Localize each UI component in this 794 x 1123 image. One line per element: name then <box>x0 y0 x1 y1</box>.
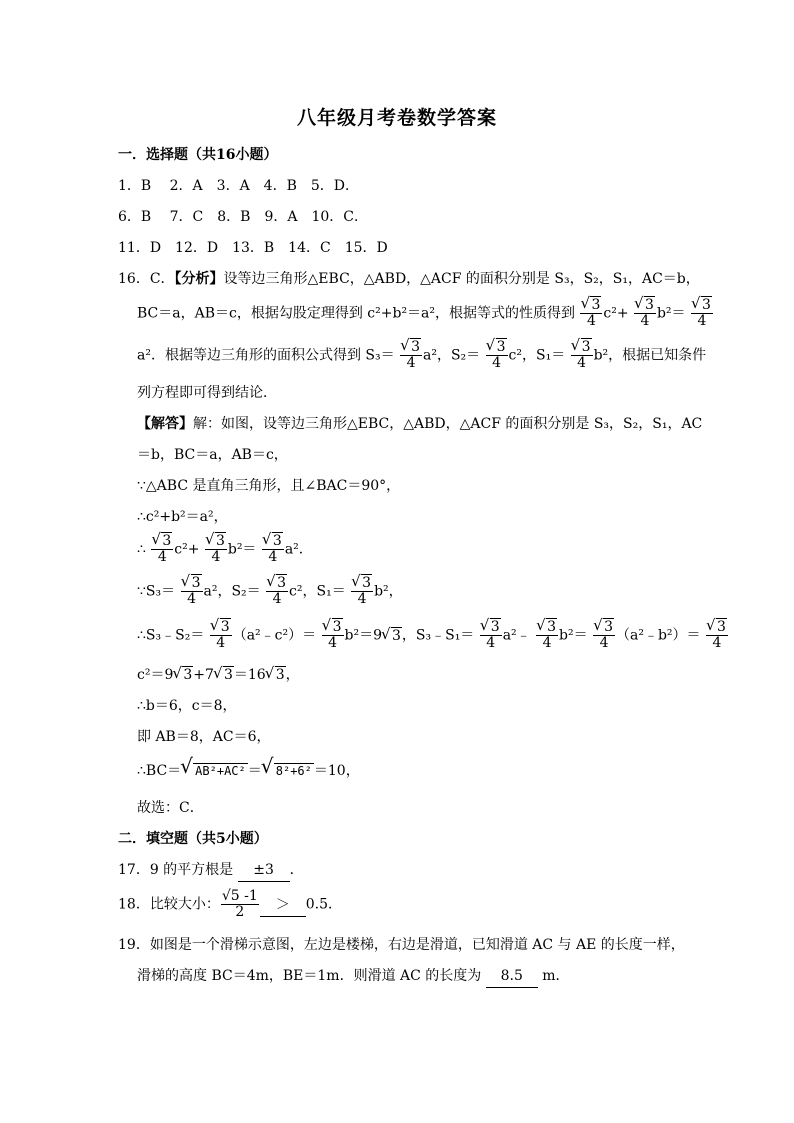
q16-line-4: 列方程即可得到结论． <box>137 385 277 401</box>
q16-solution-line-3: ∵△ABC 是直角三角形，且∠BAC＝90°， <box>137 478 401 494</box>
fraction: √ $\frac{3}{4}$ <box>580 298 602 329</box>
q16-conclusion: 故选：C． <box>137 800 204 816</box>
answer-row-3: 11．D 12．D 13．B 14．C 15．D <box>118 240 388 256</box>
fraction: √ $\frac{3}{4}$ <box>536 620 558 651</box>
fraction: √ $\frac{3}{4}$ <box>634 298 656 329</box>
q16-solution-line-5: ∴ √ $\frac{3}{4}$ c²+ √ $\frac{3}{4}$ b²＝ √ $\frac{3}{4}$ a²． <box>137 534 313 565</box>
answer-blank: ±3 <box>238 859 290 882</box>
fraction: √ $\frac{3}{4}$ <box>181 576 203 607</box>
fraction: √ $\frac{3}{4}$ <box>205 534 227 565</box>
q16-solution-line-8: c²＝9√ 3+7√ 3＝16√ 3， <box>137 664 300 686</box>
q16-text: 设等边三角形△EBC，△ABD，△ACF 的面积分别是 S₃，S₂，S₁，AC＝b， <box>223 271 700 287</box>
q16-line-3: a²．根据等边三角形的面积公式得到 S₃＝ √ $\frac{3}{4}$ a²，S₂＝ √ $\frac{3}{4}$ c²，S₁＝ √ $\frac{3}{4}$ b²，根据已知条件 <box>137 340 706 371</box>
sqrt: √ AB²+AC² <box>181 760 248 782</box>
fraction: √ $\frac{3}{4}$ <box>593 620 615 651</box>
fraction: √ $\frac{3}{4}$ <box>400 340 422 371</box>
q16-choice: 16．C． <box>118 271 175 287</box>
answer-blank: 8.5 <box>486 965 538 988</box>
page-title: 八年级月考卷数学答案 <box>296 107 497 129</box>
answer-row-1: 1．B 2．A 3．A 4．B 5．D． <box>118 178 360 194</box>
solution-label: 【解答】 <box>137 416 193 432</box>
fraction: √ $\frac{3}{4}$ <box>322 620 344 651</box>
fraction: √ $\frac{3}{4}$ <box>480 620 502 651</box>
q16-line-2: BC＝a，AB＝c，根据勾股定理得到 c²+b²＝a²，根据等式的性质得到 √ $\frac{3}{4}$ c²+ √ $\frac{3}{4}$ b²＝ √ $\frac{3}{4}$ <box>137 298 714 329</box>
q19-line-1: 19．如图是一个滑梯示意图，左边是楼梯，右边是滑道，已知滑道 AC 与 AE 的长度一样， <box>118 937 685 953</box>
fraction: √ $\frac{3}{4}$ <box>571 340 593 371</box>
q17-line: 17．9 的平方根是 ±3 ． <box>118 859 304 882</box>
fraction: √ $\frac{3}{4}$ <box>691 298 713 329</box>
fraction: √ $\frac{3}{4}$ <box>706 620 728 651</box>
q16-line-1 <box>118 268 700 290</box>
sqrt: √ 3 <box>173 664 193 686</box>
q16-solution-line-7: ∴S₃﹣S₂＝ √ $\frac{3}{4}$ （a²﹣c²）＝ √ $\frac{3}{4}$ b²＝9√ 3，S₃﹣S₁＝ √ $\frac{3}{4}$ a²﹣ √ $\frac{3}{4}$ b²＝ √ $\frac{3}{4}$ （a²﹣b²）＝ √ $\frac{3}{4}$ <box>137 620 729 651</box>
fraction: √ $\frac{3}{4}$ <box>266 576 288 607</box>
q19-line-2: 滑梯的高度 BC＝4m，BE＝1m．则滑道 AC 的长度为 8.5 m． <box>137 965 570 988</box>
q16-solution-line-1: 【解答】解：如图，设等边三角形△EBC，△ABD，△ACF 的面积分别是 S₃，S₂，S₁，AC <box>137 416 703 432</box>
sqrt: √ 3 <box>214 664 234 686</box>
q16-text: BC＝a，AB＝c，根据勾股定理得到 c²+b²＝a²，根据等式的性质得到 <box>137 305 576 322</box>
q16-solution-line-6: ∵S₃＝ √ $\frac{3}{4}$ a²，S₂＝ √ $\frac{3}{4}$ c²，S₁＝ √ $\frac{3}{4}$ b²， <box>137 576 403 607</box>
q18-line: 18．比较大小： $\frac{√5 -1}{2}$ ＞ 0.5． <box>118 888 343 920</box>
fraction: √ $\frac{3}{4}$ <box>151 534 173 565</box>
fraction: √ $\frac{3}{4}$ <box>486 340 508 371</box>
fraction: √ $\frac{3}{4}$ <box>210 620 232 651</box>
sqrt: √ 8²+6² <box>262 760 314 782</box>
q16-solution-line-11: ∴BC＝√ AB²+AC² ＝√ 8²+6² ＝10， <box>137 760 360 782</box>
fraction: √ $\frac{3}{4}$ <box>262 534 284 565</box>
q16-solution-line-9: ∴b＝6，c＝8， <box>137 698 237 714</box>
q16-solution-line-10: 即 AB＝8，AC＝6， <box>137 729 271 745</box>
sqrt: √ 3 <box>266 664 286 686</box>
section-heading-fill: 二．填空题（共5小题） <box>118 831 268 847</box>
answer-blank: ＞ <box>260 894 306 917</box>
q16-solution-line-4: ∴c²+b²＝a²， <box>137 509 228 525</box>
fraction: √ $\frac{3}{4}$ <box>351 576 373 607</box>
q16-solution-line-2: ＝b，BC＝a，AB＝c， <box>137 447 288 463</box>
analysis-label: 【分析】 <box>174 271 224 287</box>
sqrt: √ 3 <box>382 625 402 647</box>
answer-row-2: 6．B 7．C 8．B 9．A 10．C． <box>118 209 369 225</box>
section-heading-choice: 一．选择题（共16小题） <box>118 147 278 163</box>
fraction: $\frac{√5 -1}{2}$ <box>221 888 258 920</box>
